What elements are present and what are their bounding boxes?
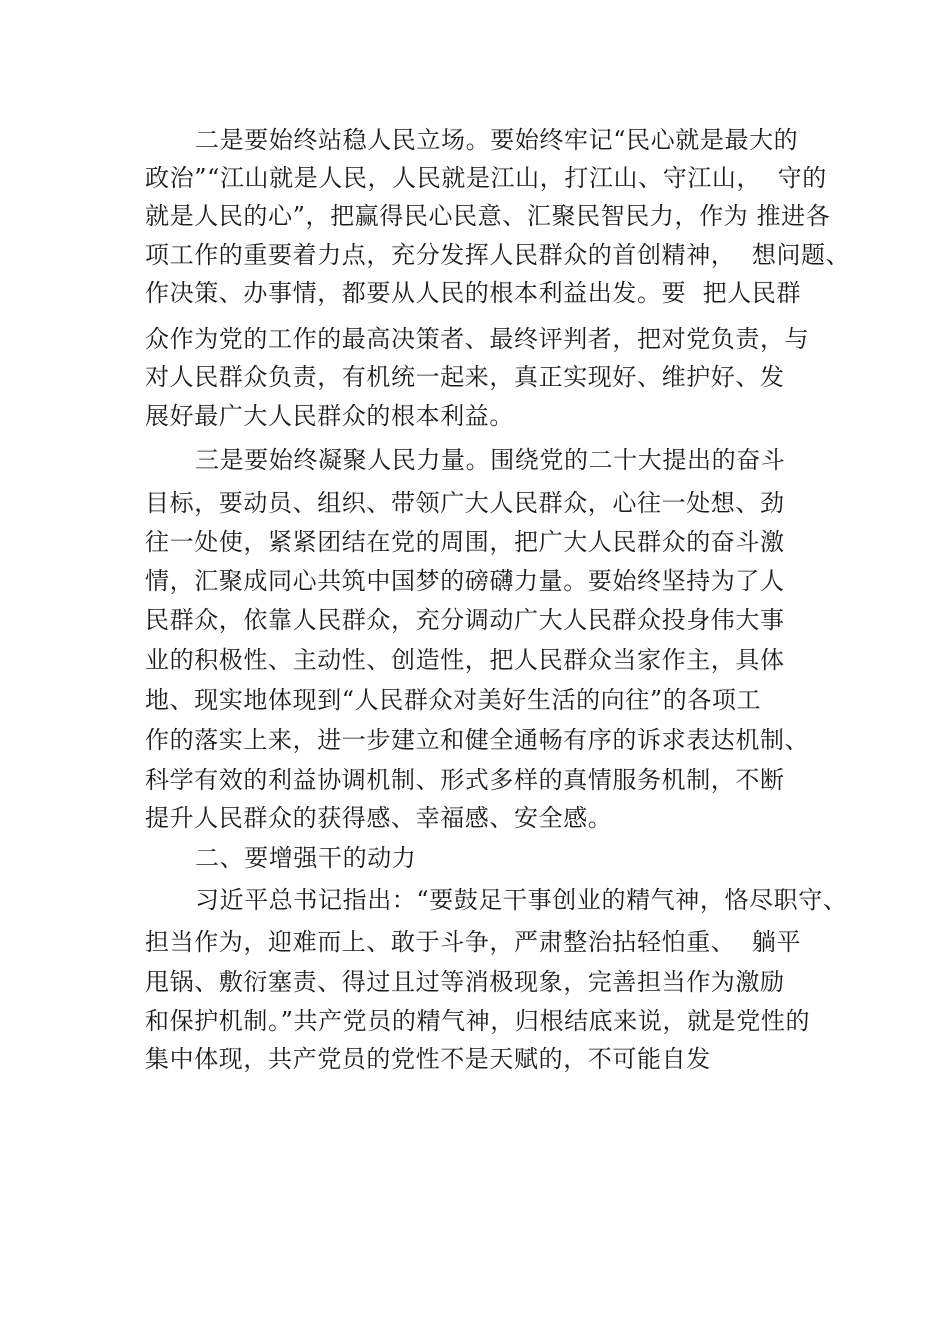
paragraph-3-line-5: 集中体现，共产党员的党性不是天赋的，不可能自发 [145, 1045, 711, 1073]
paragraph-2-line-9: 科学有效的利益协调机制、形式多样的真情服务机制，不断 [145, 766, 785, 794]
paragraph-2-line-8: 作的落实上来，进一步建立和健全通畅有序的诉求表达机制、 [145, 726, 810, 754]
paragraph-1-line-7: 对人民群众负责，有机统一起来，真正实现好、维护好、发 [145, 363, 785, 391]
paragraph-3-line-1: 习近平总书记指出：“要鼓足干事创业的精气神，恪尽职守、 [195, 886, 848, 914]
paragraph-1-line-5: 作决策、办事情，都要从人民的根本利益出发。要 把人民群 [145, 279, 802, 307]
paragraph-1-line-2: 政治”“江山就是人民，人民就是江山，打江山、守江山， 守的 [145, 164, 827, 192]
paragraph-3-line-4: 和保护机制。”共产党员的精气神，归根结底来说，就是党性的 [145, 1007, 811, 1035]
paragraph-2-line-2: 目标，要动员、组织、带领广大人民群众，心往一处想、劲 [145, 489, 785, 517]
paragraph-1-line-6: 众作为党的工作的最高决策者、最终评判者，把对党负责，与 [145, 325, 810, 353]
paragraph-1-line-8: 展好最广大人民群众的根本利益。 [145, 402, 514, 430]
paragraph-2-line-6: 业的积极性、主动性、创造性，把人民群众当家作主，具体 [145, 646, 785, 674]
paragraph-2-line-3: 往一处使，紧紧团结在党的周围，把广大人民群众的奋斗激 [145, 528, 785, 556]
paragraph-2-line-10: 提升人民群众的获得感、幸福感、安全感。 [145, 804, 613, 832]
paragraph-3-line-2: 担当作为，迎难而上、敢于斗争，严肃整治拈轻怕重、 躺平 [145, 928, 802, 956]
paragraph-2-line-1: 三是要始终凝聚人民力量。围绕党的二十大提出的奋斗 [195, 446, 786, 474]
paragraph-1-line-1: 二是要始终站稳人民立场。要始终牢记“民心就是最大的 [195, 126, 799, 154]
paragraph-2-line-4: 情，汇聚成同心共筑中国梦的磅礴力量。要始终坚持为了人 [145, 567, 785, 595]
paragraph-2-line-7: 地、现实地体现到“人民群众对美好生活的向往”的各项工 [145, 686, 762, 714]
paragraph-2-line-5: 民群众，依靠人民群众，充分调动广大人民群众投身伟大事 [145, 606, 785, 634]
paragraph-1-line-4: 项工作的重要着力点，充分发挥人民群众的首创精神， 想问题、 [145, 241, 851, 269]
paragraph-3-line-3: 甩锅、敷衍塞责、得过且过等消极现象，完善担当作为激励 [145, 968, 785, 996]
paragraph-1-line-3: 就是人民的心”，把赢得民心民意、汇聚民智民力，作为 推进各 [145, 202, 831, 230]
section-heading: 二、要增强干的动力 [195, 844, 417, 872]
